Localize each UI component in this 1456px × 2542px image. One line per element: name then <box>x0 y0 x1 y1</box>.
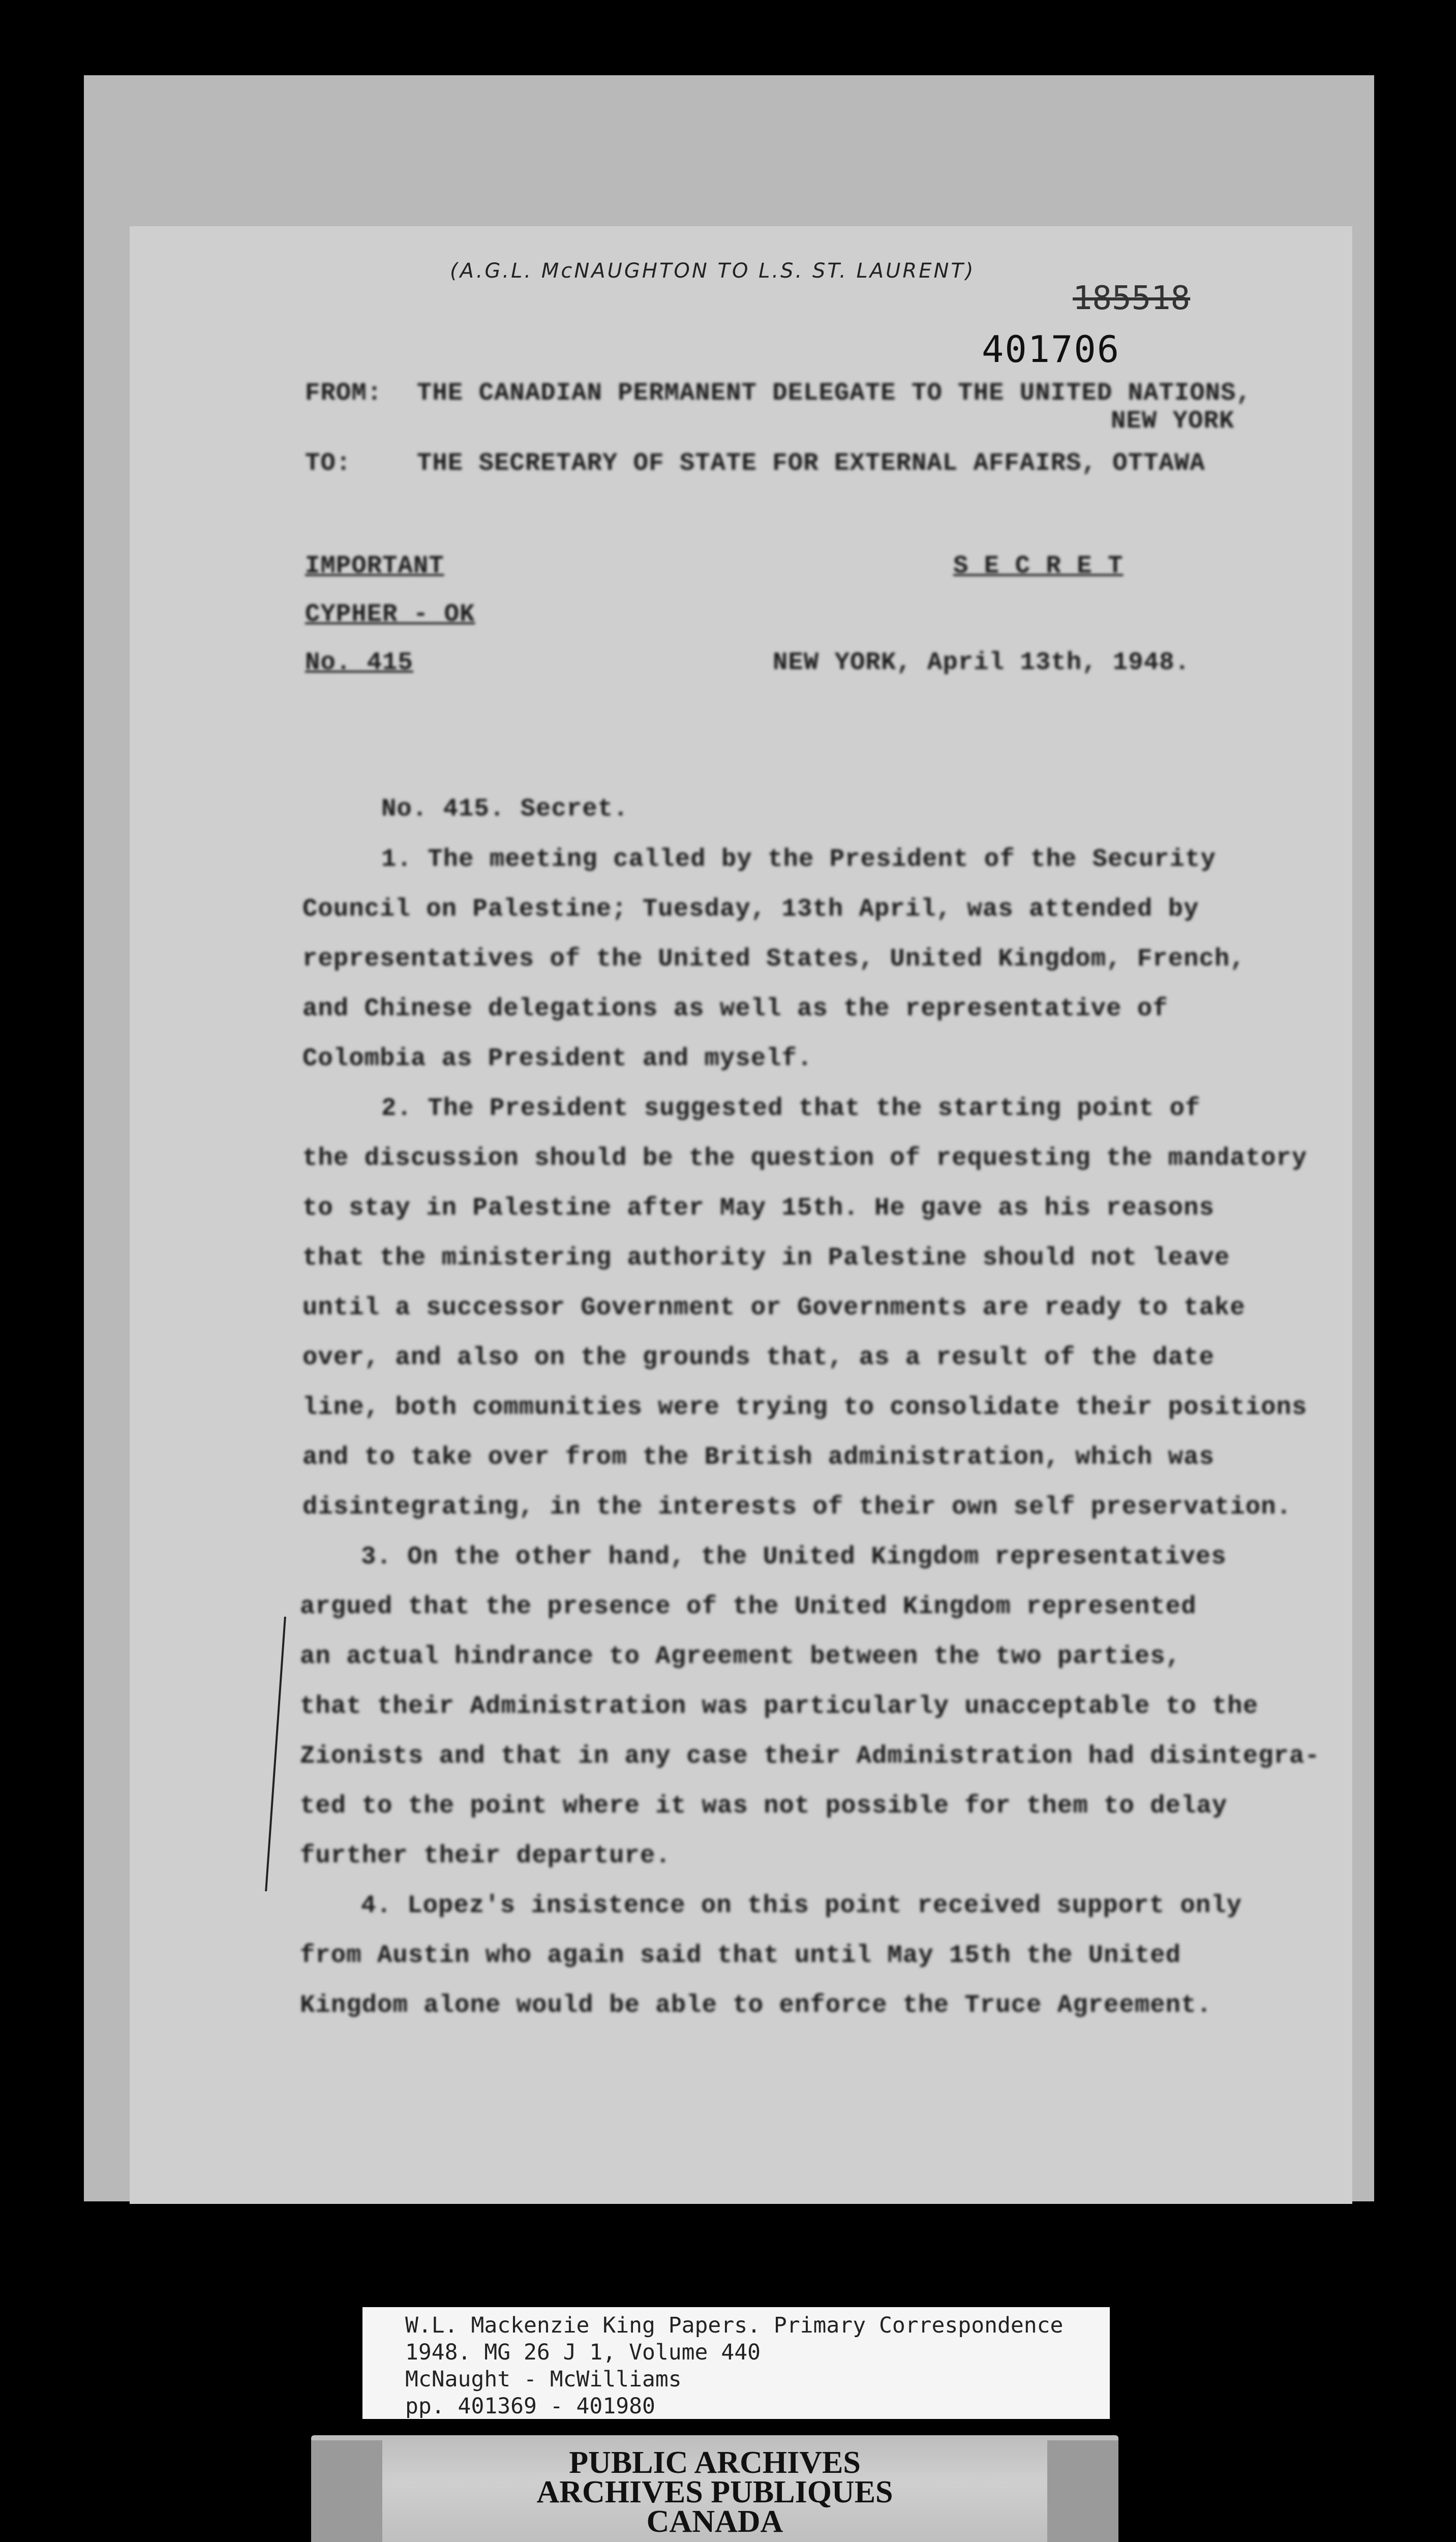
body-line: until a successor Government or Governments are ready to take <box>302 1293 1246 1322</box>
priority-label: IMPORTANT <box>305 552 444 580</box>
margin-line-mark <box>265 1617 300 1891</box>
body-line: an actual hindrance to Agreement between the two parties, <box>300 1642 1181 1671</box>
from-text: THE CANADIAN PERMANENT DELEGATE TO THE UNITED NATIONS, <box>417 379 1252 407</box>
body-line: 1. The meeting called by the President of the Security <box>381 845 1216 873</box>
to-label: TO: <box>305 449 352 477</box>
body-line: Colombia as President and myself. <box>302 1044 813 1073</box>
body-line: Kingdom alone would be able to enforce the Truce Agreement. <box>300 1991 1212 2019</box>
to-text: THE SECRETARY OF STATE FOR EXTERNAL AFFAIRS, OTTAWA <box>417 449 1205 477</box>
archive-label-line: McNaught - McWilliams <box>405 2367 682 2392</box>
body-line: 3. On the other hand, the United Kingdom representatives <box>361 1542 1227 1571</box>
body-line: representatives of the United States, United Kingdom, French, <box>302 945 1246 973</box>
from-label: FROM: <box>305 379 383 407</box>
archive-label-line: pp. 401369 - 401980 <box>405 2394 655 2419</box>
body-line: disintegrating, in the interests of their own self preservation. <box>302 1493 1292 1521</box>
archive-stamp-line: CANADA <box>646 2504 783 2539</box>
archive-stamp-text <box>311 2445 1118 2539</box>
place-date: NEW YORK, April 13th, 1948. <box>773 648 1190 677</box>
body-line: and Chinese delegations as well as the representative of <box>302 994 1168 1023</box>
body-line: the discussion should be the question of requesting the mandatory <box>302 1144 1308 1172</box>
body-line: that the ministering authority in Palestine should not leave <box>302 1244 1230 1272</box>
body-line: over, and also on the grounds that, as a result of the date <box>302 1343 1215 1372</box>
message-number: No. 415 <box>305 648 413 677</box>
archive-stamp-strip <box>311 2435 1118 2542</box>
body-line: further their departure. <box>300 1841 671 1870</box>
body-line: argued that the presence of the United Kingdom represented <box>300 1592 1197 1621</box>
body-line: 4. Lopez's insistence on this point received support only <box>361 1891 1242 1920</box>
body-line: to stay in Palestine after May 15th. He gave as his reasons <box>302 1194 1215 1222</box>
archive-label-line: W.L. Mackenzie King Papers. Primary Correspondence <box>405 2313 1064 2338</box>
body-line: 2. The President suggested that the starting point of <box>381 1094 1201 1123</box>
archive-reference-label <box>362 2307 1110 2419</box>
body-line: ted to the point where it was not possible for them to delay <box>300 1792 1228 1820</box>
classification: S E C R E T <box>953 552 1124 580</box>
body-line: line, both communities were trying to consolidate their positions <box>302 1393 1308 1421</box>
archive-stamp-line: ARCHIVES PUBLIQUES <box>536 2475 893 2509</box>
body-line: No. 415. Secret. <box>381 795 629 823</box>
archive-stamp-line: PUBLIC ARCHIVES <box>569 2445 861 2480</box>
body-line: that their Administration was particularly unacceptable to the <box>300 1692 1259 1720</box>
reference-number: 401706 <box>982 328 1120 371</box>
body-line: from Austin who again said that until May 15th the United <box>300 1941 1181 1970</box>
body-line: and to take over from the British administration, which was <box>302 1443 1215 1471</box>
archive-label-line: 1948. MG 26 J 1, Volume 440 <box>405 2340 761 2365</box>
cipher-label: CYPHER - OK <box>305 600 475 628</box>
handwritten-note: (A.G.L. McNAUGHTON TO L.S. ST. LAURENT) <box>450 259 976 283</box>
body-line: Council on Palestine; Tuesday, 13th April, was attended by <box>302 895 1199 923</box>
from-city: NEW YORK <box>1111 407 1235 435</box>
body-line: Zionists and that in any case their Administration had disintegra- <box>300 1742 1320 1770</box>
old-reference-number: 185518 <box>1073 280 1191 317</box>
document-page <box>130 226 1352 2204</box>
